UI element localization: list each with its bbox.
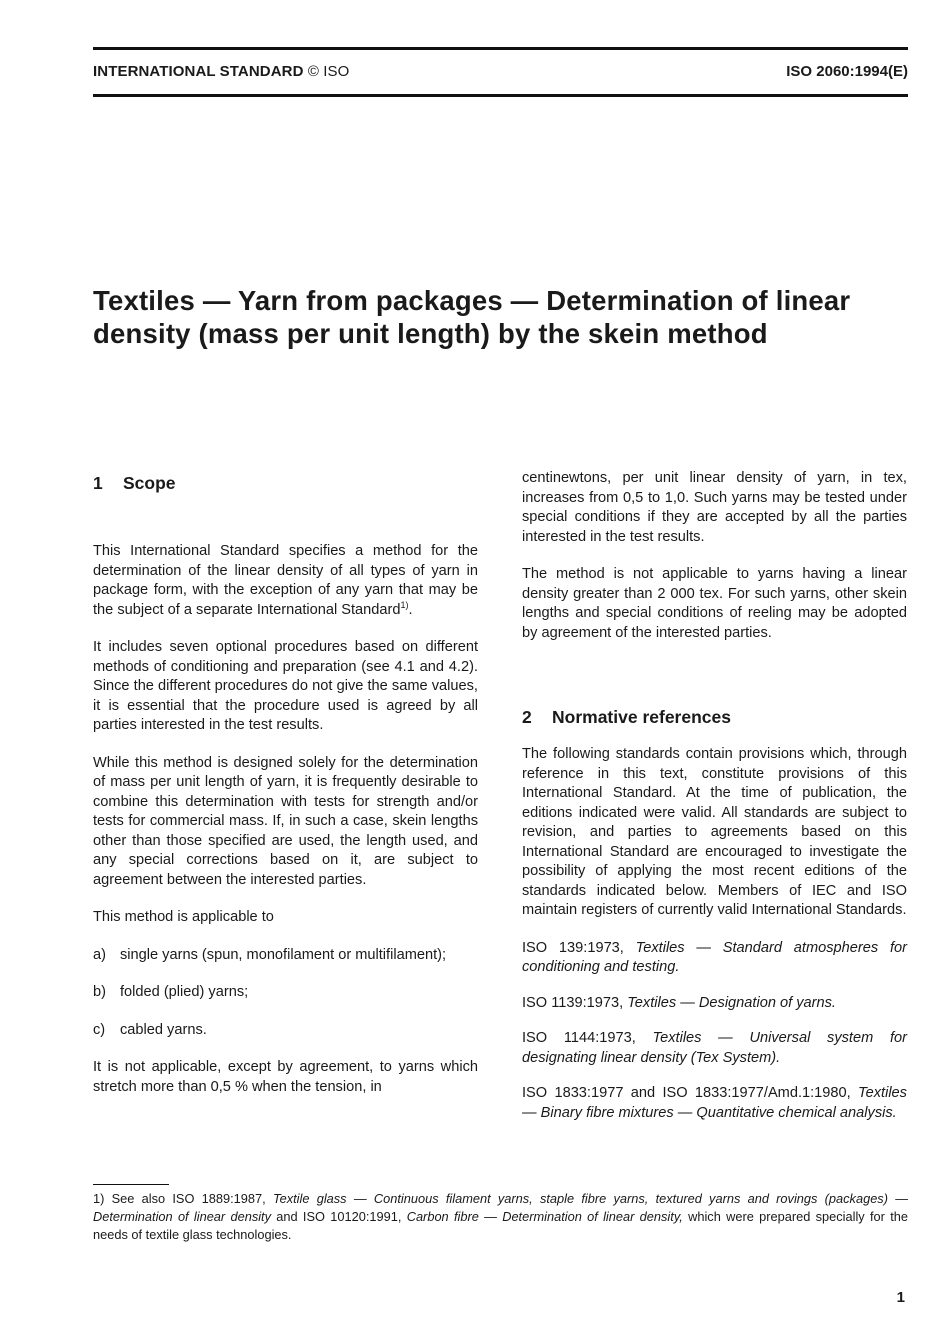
footnote-rule — [93, 1184, 169, 1185]
reference-code: ISO 1833:1977 and ISO 1833:1977/Amd.1:1980, — [522, 1085, 851, 1101]
list-text: single yarns (spun, monofilament or multifilament); — [120, 946, 447, 963]
standard-label: INTERNATIONAL STANDARD — [93, 63, 304, 80]
scope-paragraph-4: This method is applicable to — [93, 909, 274, 925]
reference-title: Textiles — Designation of yarns. — [627, 994, 836, 1011]
list-item — [93, 983, 478, 1003]
scope-paragraph-5: It is not applicable, except by agreement, to yarns which stretch more than 0,5 % when the tension, in — [93, 1059, 478, 1095]
normative-title: Normative references — [552, 707, 731, 727]
left-column — [93, 468, 478, 1115]
normative-paragraph-1: The following standards contain provisions which, through reference in this text, constitute provisions of this International Standard. At the time of publication, the editions indicated were valid. All standards are subject to revision, and parties to agreements based on this International Standard are encouraged to investigate the possibility of applying the most recent editions of the standards indicated below. Members of IEC and ISO maintain registers of currently valid International Standards. — [522, 746, 907, 918]
reference-code: ISO 1144:1973, — [522, 1030, 636, 1046]
footnote-italic-2: Carbon fibre — Determination of linear density, — [406, 1209, 683, 1224]
scope-p1-text: This International Standard specifies a method for the determination of the linear density of all types of yarn in package form, with the exception of any yarn that may be the subject of a separate International Standard — [93, 543, 478, 618]
scope-number: 1 — [93, 473, 103, 493]
header-top-rule — [93, 47, 908, 50]
footnote-mark: 1) — [93, 1191, 105, 1206]
scope-paragraph-5-continued: centinewtons, per unit linear density of yarn, in tex, increases from 0,5 to 1,0. Such yarns may be tested under special conditions if they are accepted by all the parties interested in the test results. — [522, 470, 907, 545]
scope-paragraph-3: While this method is designed solely for the determination of mass per unit length of yarn, it is frequently desirable to combine this determination with tests for strength and/or tests for commercial mass. If, in such a case, skein lengths other than those specified are used, the length used, and any special corrections based on it, are subject to agreement between the interested parties. — [93, 754, 478, 888]
scope-paragraph-6: The method is not applicable to yarns having a linear density greater than 2 000 tex. For such yarns, other skein lengths and special conditions of reeling may be adopted by agreement of the interested parties. — [522, 566, 907, 641]
list-text: folded (plied) yarns; — [120, 984, 249, 1000]
page-number: 1 — [896, 1289, 905, 1306]
reference-item — [522, 939, 907, 978]
list-item — [93, 946, 478, 966]
list-marker: c) — [93, 1021, 106, 1038]
reference-title: Textiles — Universal system for designating linear density (Tex System). — [522, 1030, 907, 1066]
scope-paragraph-2: It includes seven optional procedures based on different methods of conditioning and preparation (see 4.1 and 4.2). Since the different procedures do not give the same values, it is essential that the procedure used is agreed by all parties interested in the test results. — [93, 639, 478, 733]
header-bottom-rule — [93, 94, 908, 97]
footnote-text-1: See also ISO 1889:1987, — [111, 1191, 266, 1206]
footnote-text-3: which were prepared specially for the needs of textile glass technologies. — [93, 1209, 908, 1242]
footnote-text-2: and ISO 10120:1991, — [276, 1209, 402, 1224]
right-column — [522, 468, 907, 1139]
document-title: Textiles — Yarn from packages — Determination of linear density (mass per unit length) by the skein method — [93, 285, 851, 349]
normative-number: 2 — [522, 707, 532, 727]
list-text: cabled yarns. — [120, 1021, 207, 1038]
list-marker: b) — [93, 984, 106, 1000]
list-item — [93, 1021, 478, 1041]
footnote — [93, 1190, 908, 1244]
reference-title: Textiles — Binary fibre mixtures — Quantitative chemical analysis. — [522, 1085, 907, 1121]
reference-title: Textiles — Standard atmospheres for conditioning and testing. — [522, 939, 907, 975]
scope-p1-end: . — [408, 601, 413, 618]
scope-title: Scope — [123, 473, 176, 493]
reference-code: ISO 139:1973, — [522, 939, 624, 956]
footnote-italic-1: Textile glass — Continuous filament yarns, staple fibre yarns, textured yarns and rovings (packages) — Determination of linear density — [93, 1191, 909, 1224]
copyright-label: © ISO — [307, 63, 350, 80]
list-marker: a) — [93, 946, 106, 963]
scope-paragraph-1 — [93, 542, 478, 620]
reference-item — [522, 994, 907, 1014]
footnote-reference: 1) — [400, 599, 409, 610]
normative-heading — [522, 706, 907, 728]
document-id: ISO 2060:1994(E) — [786, 63, 908, 80]
scope-heading — [93, 472, 478, 494]
reference-code: ISO 1139:1973, — [522, 994, 624, 1011]
reference-item — [522, 1029, 907, 1068]
header-standard-label — [93, 63, 349, 80]
reference-item — [522, 1084, 907, 1123]
